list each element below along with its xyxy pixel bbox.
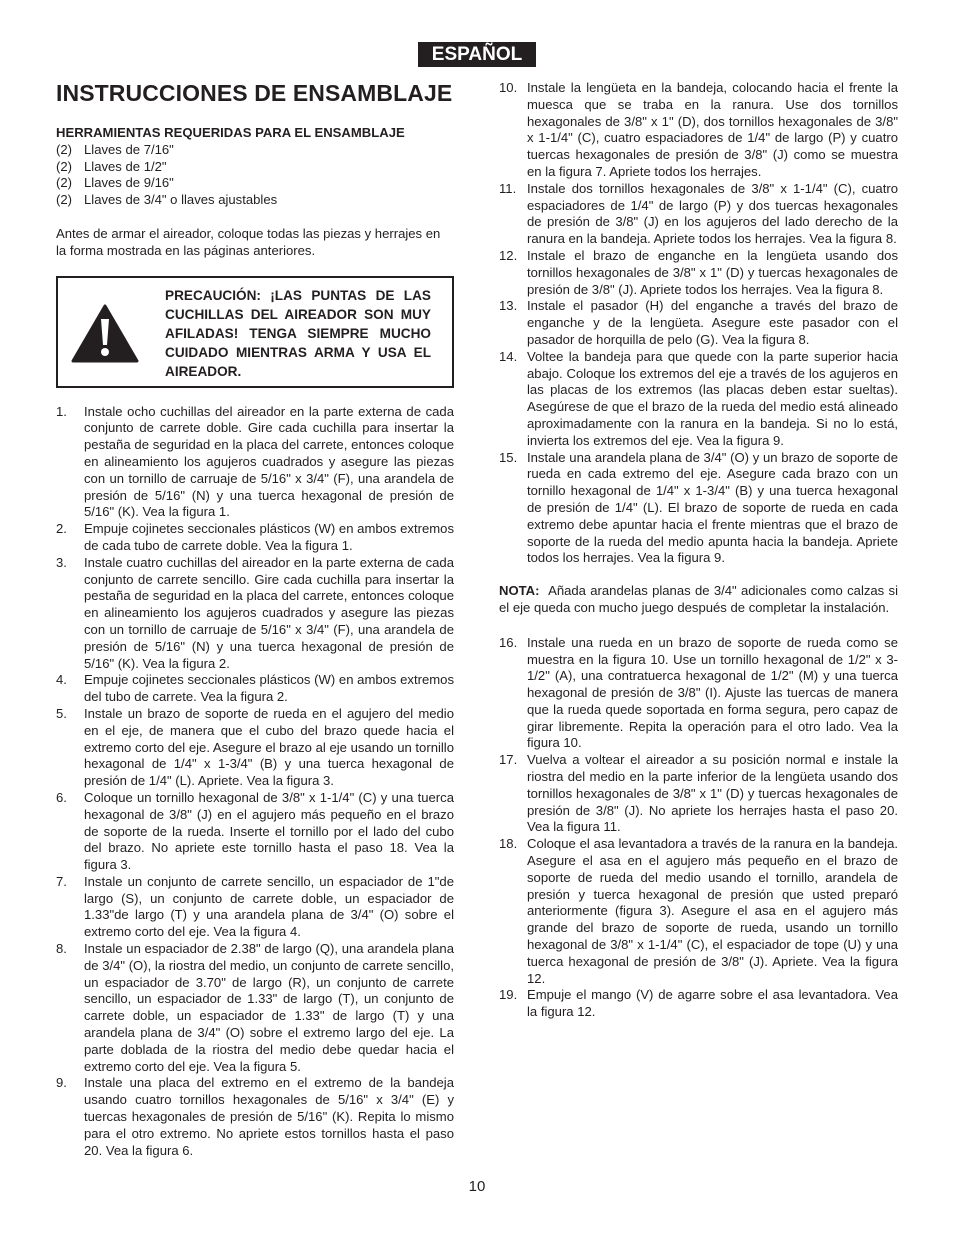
step-number: 15.: [499, 449, 518, 465]
step-item: [56, 521, 454, 555]
step-item: [499, 181, 898, 248]
step-number: 10.: [499, 80, 518, 95]
step-item: [499, 450, 898, 568]
step-text: Instale dos tornillos hexagonales de 3/8" x 1-1/4" (C), cuatro espaciadores de 1/4" de largo (P) y dos tuercas hexagonales de presión de 3/8" (J) en los agujeros del lado derecho de la ranura en la bandeja. Apriete todos los herrajes. Vea la figura 8.: [527, 180, 898, 247]
step-item: [56, 672, 454, 706]
tool-name: Llaves de 9/16": [84, 175, 174, 191]
step-item: [499, 836, 898, 987]
tools-list: [56, 142, 454, 209]
intro-paragraph: Antes de armar el aireador, coloque todas las piezas y herrajes en la forma mostrada en las páginas anteriores.: [56, 225, 441, 258]
step-number: 11.: [499, 180, 517, 196]
tool-item: [56, 142, 454, 159]
tool-item: [56, 159, 454, 176]
tool-quantity: (2): [56, 141, 73, 157]
step-text: Empuje el mango (V) de agarre sobre el asa levantadora. Vea la figura 12.: [527, 987, 898, 1020]
warning-icon: [71, 304, 139, 364]
step-item: [56, 706, 454, 790]
step-number: 17.: [499, 752, 518, 768]
step-number: 6.: [56, 789, 67, 805]
step-item: [56, 874, 454, 941]
step-number: 1.: [56, 403, 67, 419]
step-item: [499, 298, 898, 348]
step-text: Instale un espaciador de 2.38" de largo (Q), una arandela plana de 3/4" (O), la riostra del medio, un conjunto de carrete sencillo, un espaciador de 3.70" de largo (R), un conjunto de carrete sencillo, un espaciador de 1.33" de largo (T), un conjunto de carrete doble, un espaciador de 1.33" de largo (T) y una arandela plana de 3/4" (O) sobre el extremo largo del eje. La parte doblada de la riostra del medio debe quedar hacia el extremo corto del eje. Vea la figura 5.: [84, 941, 455, 1074]
step-number: 19.: [499, 987, 518, 1003]
step-number: 5.: [56, 705, 67, 721]
caution-box: [56, 276, 454, 388]
step-item: [56, 404, 454, 522]
tool-quantity: (2): [56, 158, 73, 174]
step-text: Instale cuatro cuchillas del aireador en la parte externa de cada conjunto de carrete sencillo. Gire cada cuchilla para insertar la pestaña de seguridad en la placa del carrete, entonces coloque en alineamiento los agujeros cuadrados y asegure las piezas con un tornillo de carruaje de 5/16" x 3/4" (F), una arandela de presión de 5/16" (N) y una tuerca hexagonal de presión de 5/16" (K). Vea la figura 2.: [84, 554, 454, 671]
step-text: Empuje cojinetes seccionales plásticos (W) en ambos extremos de cada tubo de carrete doble. Vea la figura 1.: [84, 521, 454, 553]
step-text: Instale el pasador (H) del enganche a través del brazo de enganche y de la lengüeta. Asegure este pasador con el pasador de horquilla de pelo (G). Vea la figura 8.: [527, 298, 898, 347]
step-number: 16.: [499, 634, 518, 650]
note-paragraph: [499, 583, 898, 617]
steps-list-left: [56, 404, 454, 1160]
step-text: Instale una placa del extremo en el extremo de la bandeja usando cuatro tornillos hexagonales de 5/16" x 3/4" (E) y tuercas hexagonales de presión de 5/16" (K). Repita lo mismo para el otro extremo. No apriete estos tornillos hasta el paso 20. Vea la figura 6.: [84, 1075, 454, 1158]
step-text: Coloque un tornillo hexagonal de 3/8" x 1-1/4" (C) y una tuerca hexagonal de 3/8" (J) en el agujero más pequeño en el brazo de soporte de la rueda. Inserte el tornillo por el lado del cubo del brazo. No apriete este tornillo hasta el paso 18. Vea la figura 3.: [84, 789, 454, 873]
step-text: Instale una rueda en un brazo de soporte de rueda como se muestra en la figura 10. Use un tornillo hexagonal de 1/2" x 3-1/2" (A), una contratuerca hexagonal de 1/2" (M) y una tuerca hexagonal de presión de 3/8" (I). Ajuste las tuercas de manera que la rueda quede soportada en forma segura, pero capaz de girar libremente. Repita la operación para el otro lado. Vea la figura 10.: [527, 634, 898, 751]
step-text: Instale ocho cuchillas del aireador en la parte externa de cada conjunto de carrete doble. Gire cada cuchilla para insertar la pestaña de seguridad en la placa del carrete, entonces coloque en alineamiento los agujeros cuadrados y asegure las piezas con un tornillo de carruaje de 5/16" x 3/4" (F), una arandela de presión de 5/16" (N) y una tuerca hexagonal de presión de 5/16" (K). Vea la figura 1.: [84, 403, 454, 520]
step-text: Empuje cojinetes seccionales plásticos (W) en ambos extremos del tubo de carrete. Vea la figura 2.: [84, 672, 454, 705]
tool-name: Llaves de 7/16": [84, 141, 174, 157]
step-number: 14.: [499, 348, 518, 364]
step-number: 13.: [499, 298, 518, 314]
step-item: [56, 555, 454, 673]
step-item: [56, 941, 454, 1075]
caution-text: PRECAUCIÓN: ¡LAS PUNTAS DE LAS CUCHILLAS DEL AIREADOR SON MUY AFILADAS! TENGA SIEMPRE MUCHO CUIDADO MIENTRAS ARMA Y USA EL AIREADOR.: [165, 287, 431, 379]
step-item: [499, 987, 898, 1021]
page-number: 10: [468, 1178, 486, 1195]
step-text: Instale un conjunto de carrete sencillo, un espaciador de 1"de largo (S), un conjunto de carrete doble, un espaciador de 1.33"de largo (T) y una arandela plana de 3/4" (O) sobre el extremo corto del eje. Vea la figura 4.: [84, 873, 454, 940]
step-item: [499, 80, 898, 181]
language-badge: ESPAÑOL: [418, 42, 536, 67]
tool-name: Llaves de 3/4" o llaves ajustables: [84, 192, 278, 208]
step-item: [56, 790, 454, 874]
step-text: Instale un brazo de soporte de rueda en el agujero del medio en el eje, de manera que el cubo del brazo quede hacia el extremo corto del eje. Asegure el brazo al eje usando un tornillo hexagonal de 1/4" x 1-3/4" (B) y una tuerca hexagonal de presión de 1/4" (L). Apriete. Vea la figura 3.: [84, 705, 454, 789]
step-number: 8.: [56, 941, 67, 957]
note-text: Añada arandelas planas de 3/4" adicionales como calzas si el eje queda con mucho juego después de completar la instalación.: [499, 583, 898, 615]
tool-quantity: (2): [56, 175, 73, 191]
step-item: [499, 349, 898, 450]
step-number: 9.: [56, 1075, 67, 1091]
step-number: 3.: [56, 554, 67, 570]
step-text: Instale el brazo de enganche en la lengüeta usando dos tornillos hexagonales de 3/8" x 1" (D) y tuercas hexagonales de presión de 3/8" (J). Apriete todos los herrajes. Vea la figura 8.: [527, 247, 898, 297]
tool-quantity: (2): [56, 192, 73, 208]
tool-item: [56, 175, 454, 192]
step-number: 7.: [56, 873, 67, 889]
steps-list-right-continued: [499, 635, 898, 1021]
step-item: [499, 635, 898, 753]
step-text: Coloque el asa levantadora a través de la ranura en la bandeja. Asegure el asa en el agujero más pequeño en el brazo de soporte de rueda del medio usando el tornillo, arandela de presión y tuerca hexagonal de presión que usted preparó anteriormente (figura 3). Asegure el asa en el agujero más grande del brazo de soporte de rueda, usando un tornillo hexagonal de 3/8" x 1-1/4" (C), el espaciador de tope (U) y una tuerca hexagonal de presión de 3/8" (J). Apriete. Vea la figura 12.: [527, 836, 898, 986]
step-number: 2.: [56, 521, 67, 537]
tool-name: Llaves de 1/2": [84, 158, 167, 174]
step-item: [56, 1075, 454, 1159]
step-item: [499, 752, 898, 836]
step-text: Instale una arandela plana de 3/4" (O) y un brazo de soporte de rueda en cada extremo del eje. Asegure cada brazo con un tornillo hexagonal de 1/4" x 1-3/4" (B) y una tuerca hexagonal de presión de 1/4" (L). El brazo de soporte de rueda en cada extremo debe apuntar hacia el frente mientras que el brazo de soporte de la rueda del medio apunta hacia la bandeja. Apriete todos los herrajes. Vea la figura 9.: [527, 449, 898, 566]
right-column: [499, 80, 898, 1021]
step-number: 12.: [499, 247, 518, 263]
step-item: [499, 248, 898, 298]
left-column: [56, 125, 454, 1159]
step-text: Vuelva a voltear el aireador a su posición normal e instale la riostra del medio en la parte inferior de la lengüeta usando dos tornillos hexagonales de 3/8" x 1" (D) y tuercas hexagonales de presión de 3/8" (J). No apriete los herrajes hasta el paso 20. Vea la figura 11.: [527, 752, 898, 835]
step-number: 4.: [56, 672, 67, 688]
note-label: NOTA:: [499, 583, 540, 599]
page-title: INSTRUCCIONES DE ENSAMBLAJE: [56, 80, 453, 106]
step-number: 18.: [499, 836, 518, 852]
step-text: Voltee la bandeja para que quede con la parte superior hacia abajo. Coloque los extremos del eje a través de los agujeros en las placas de los extremos (las placas deben estar sueltas). Asegúrese de que el brazo de la rueda del medio está alineado aproximadamente con la ranura en la bandeja. Si no lo está, invierta los extremos del eje. Vea la figura 9.: [527, 348, 898, 448]
tools-heading: HERRAMIENTAS REQUERIDAS PARA EL ENSAMBLAJE: [56, 125, 405, 140]
tool-item: [56, 192, 454, 209]
step-text: Instale la lengüeta en la bandeja, colocando hacia el frente la muesca que se traba en la ranura. Use dos tornillos hexagonales de 3/8" x 1" (D), dos tornillos hexagonales de 3/8" x 1-1/4" (C), cuatro espaciadores de 1/4" de largo (P) y cuatro tuercas hexagonales de presión de 3/8" (J) como se muestra en la figura 7. Apriete todos los herrajes.: [527, 80, 898, 179]
steps-list-right: [499, 80, 898, 567]
